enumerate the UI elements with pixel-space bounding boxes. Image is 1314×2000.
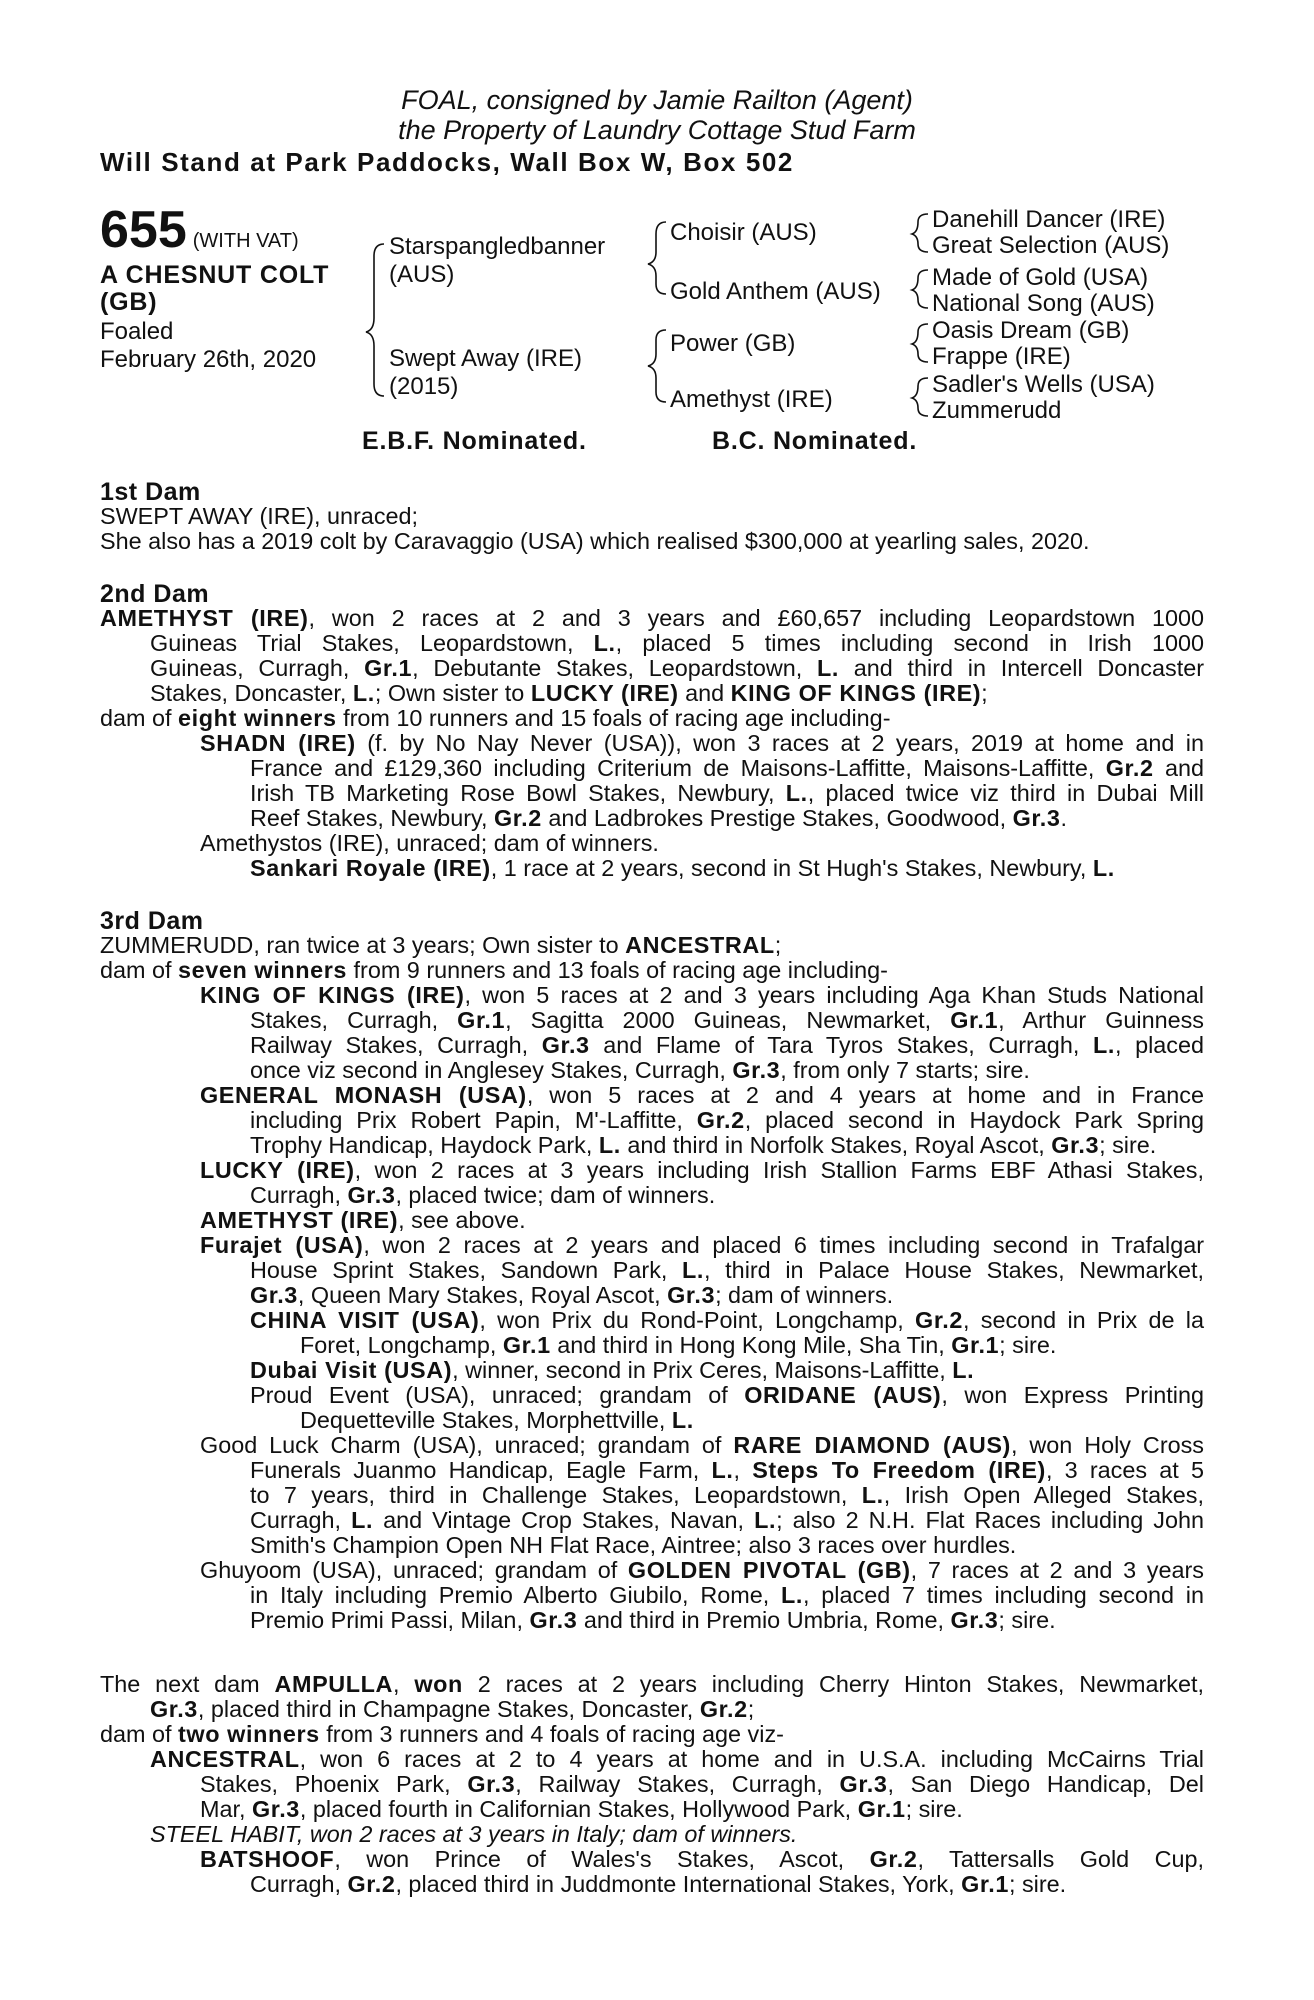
text-line: Guineas, Curragh, Gr.1, Debutante Stakes, Leopardstown, L. and third in Intercell Doncaster xyxy=(150,655,1205,681)
text-line: House Sprint Stakes, Sandown Park, L., third in Palace House Stakes, Newmarket, xyxy=(250,1257,1204,1283)
text-line: Funerals Juanmo Handicap, Eagle Farm, L., Steps To Freedom (IRE), 3 races at 5 xyxy=(250,1457,1204,1483)
ebf-nomination: E.B.F. Nominated. xyxy=(362,427,587,455)
dam-name: Swept Away (IRE) xyxy=(389,345,582,372)
gen3-1: Danehill Dancer (IRE) xyxy=(932,206,1166,233)
text-line: Gr.3, placed third in Champagne Stakes, Doncaster, Gr.2; xyxy=(150,1696,755,1722)
text-line: Stakes, Doncaster, L.; Own sister to LUCKY (IRE) and KING OF KINGS (IRE); xyxy=(150,680,988,706)
vat-note: (WITH VAT) xyxy=(192,230,299,252)
bracket-power xyxy=(912,324,928,362)
text-line: Gr.3, Queen Mary Stakes, Royal Ascot, Gr.3; dam of winners. xyxy=(250,1282,894,1308)
text-line: Furajet (USA), won 2 races at 2 years and placed 6 times including second in Trafalgar xyxy=(200,1232,1205,1258)
text-line: ZUMMERUDD, ran twice at 3 years; Own sister to ANCESTRAL; xyxy=(100,932,782,958)
gen3-6: Frappe (IRE) xyxy=(932,343,1071,370)
text-line: AMETHYST (IRE), won 2 races at 2 and 3 years and £60,657 including Leopardstown 1000 xyxy=(100,605,1205,631)
text-line: LUCKY (IRE), won 2 races at 3 years including Irish Stallion Farms EBF Athasi Stakes, xyxy=(200,1157,1205,1183)
text-line: Reef Stakes, Newbury, Gr.2 and Ladbrokes Prestige Stakes, Goodwood, Gr.3. xyxy=(250,805,1068,831)
sire-name: Starspangledbanner xyxy=(389,233,606,260)
text-line: Ghuyoom (USA), unraced; grandam of GOLDEN PIVOTAL (GB), 7 races at 2 and 3 years xyxy=(200,1557,1204,1583)
second-dam-heading: 2nd Dam xyxy=(100,580,210,608)
text-line: Proud Event (USA), unraced; grandam of ORIDANE (AUS), won Express Printing xyxy=(250,1382,1205,1408)
gen3-2: Great Selection (AUS) xyxy=(932,232,1170,259)
text-line: Foret, Longchamp, Gr.1 and third in Hong Kong Mile, Sha Tin, Gr.1; sire. xyxy=(300,1332,1057,1358)
text-line: including Prix Robert Papin, M'-Laffitte, Gr.2, placed second in Haydock Park Spring xyxy=(250,1107,1204,1133)
gen3-4: National Song (AUS) xyxy=(932,290,1155,317)
foaled-date: February 26th, 2020 xyxy=(100,346,317,373)
text-line: KING OF KINGS (IRE), won 5 races at 2 and 3 years including Aga Khan Studs National xyxy=(200,982,1204,1008)
text-line: in Italy including Premio Alberto Giubilo, Rome, L., placed 7 times including second in xyxy=(250,1582,1204,1608)
text-line: GENERAL MONASH (USA), won 5 races at 2 and 4 years at home and in France xyxy=(200,1082,1204,1108)
text-line: France and £129,360 including Criterium de Maisons-Laffitte, Maisons-Laffitte, Gr.2 and xyxy=(250,755,1204,781)
text-line: Smith's Champion Open NH Flat Race, Aintree; also 3 races over hurdles. xyxy=(250,1532,1017,1558)
dams-sire: Power (GB) xyxy=(670,330,796,357)
text-line: SWEPT AWAY (IRE), unraced; xyxy=(100,503,419,529)
gen3-5: Oasis Dream (GB) xyxy=(932,317,1130,344)
text-line: Sankari Royale (IRE), 1 race at 2 years, second in St Hugh's Stakes, Newbury, L. xyxy=(250,855,1115,881)
stand-location: Will Stand at Park Paddocks, Wall Box W, Box 502 xyxy=(100,147,794,177)
sires-dam: Gold Anthem (AUS) xyxy=(670,278,881,305)
sire-country: (AUS) xyxy=(389,261,455,288)
sires-sire: Choisir (AUS) xyxy=(670,219,817,246)
property-line: the Property of Laundry Cottage Stud Farm xyxy=(398,115,916,145)
bracket-first-generation xyxy=(366,244,384,396)
text-line: Railway Stakes, Curragh, Gr.3 and Flame of Tara Tyros Stakes, Curragh, L., placed xyxy=(250,1032,1204,1058)
text-line: The next dam AMPULLA, won 2 races at 2 years including Cherry Hinton Stakes, Newmarket, xyxy=(100,1671,1205,1697)
text-line: Curragh, Gr.2, placed third in Juddmonte International Stakes, York, Gr.1; sire. xyxy=(250,1871,1067,1897)
text-line: Mar, Gr.3, placed fourth in Californian Stakes, Hollywood Park, Gr.1; sire. xyxy=(200,1796,963,1822)
text-line: BATSHOOF, won Prince of Wales's Stakes, Ascot, Gr.2, Tattersalls Gold Cup, xyxy=(200,1846,1204,1872)
text-line: Good Luck Charm (USA), unraced; grandam of RARE DIAMOND (AUS), won Holy Cross xyxy=(200,1432,1205,1458)
text-line: Dequetteville Stakes, Morphettville, L. xyxy=(300,1407,694,1433)
text-line: Stakes, Phoenix Park, Gr.3, Railway Stakes, Curragh, Gr.3, San Diego Handicap, Del xyxy=(200,1771,1205,1797)
text-line: Irish TB Marketing Rose Bowl Stakes, Newbury, L., placed twice viz third in Dubai Mill xyxy=(250,780,1204,806)
text-line: SHADN (IRE) (f. by No Nay Never (USA)), won 3 races at 2 years, 2019 at home and in xyxy=(200,730,1205,756)
text-line: STEEL HABIT, won 2 races at 3 years in Italy; dam of winners. xyxy=(150,1821,798,1847)
text-line: Amethystos (IRE), unraced; dam of winners. xyxy=(200,830,659,856)
consignor-line: FOAL, consigned by Jamie Railton (Agent) xyxy=(401,85,913,115)
gen3-3: Made of Gold (USA) xyxy=(932,264,1149,291)
text-line: Curragh, Gr.3, placed twice; dam of winners. xyxy=(250,1182,716,1208)
text-line: to 7 years, third in Challenge Stakes, Leopardstown, L., Irish Open Alleged Stakes, xyxy=(250,1482,1204,1508)
text-line: Premio Primi Passi, Milan, Gr.3 and third in Premio Umbria, Rome, Gr.3; sire. xyxy=(250,1607,1056,1633)
bc-nomination: B.C. Nominated. xyxy=(712,427,918,455)
text-line: Trophy Handicap, Haydock Park, L. and third in Norfolk Stakes, Royal Ascot, Gr.3; sire. xyxy=(250,1132,1157,1158)
lot-number: 655 xyxy=(100,201,187,259)
text-line: ANCESTRAL, won 6 races at 2 to 4 years at home and in U.S.A. including McCairns Trial xyxy=(150,1746,1204,1772)
text-line: Dubai Visit (USA), winner, second in Prix Ceres, Maisons-Laffitte, L. xyxy=(250,1357,975,1383)
bracket-dam-line xyxy=(648,330,666,402)
text-line: She also has a 2019 colt by Caravaggio (USA) which realised $300,000 at yearling sales, 2020. xyxy=(100,528,1090,554)
first-dam-heading: 1st Dam xyxy=(100,478,201,506)
bracket-gold-anthem xyxy=(912,270,928,308)
text-line: CHINA VISIT (USA), won Prix du Rond-Point, Longchamp, Gr.2, second in Prix de la xyxy=(250,1307,1204,1333)
lot-description-line-2: (GB) xyxy=(100,288,158,316)
text-line: dam of two winners from 3 runners and 4 foals of racing age viz- xyxy=(100,1721,784,1747)
third-dam-heading: 3rd Dam xyxy=(100,907,204,935)
foaled-label: Foaled xyxy=(100,318,174,345)
dam-year: (2015) xyxy=(389,373,459,400)
text-line: AMETHYST (IRE), see above. xyxy=(200,1207,526,1233)
text-line: Stakes, Curragh, Gr.1, Sagitta 2000 Guineas, Newmarket, Gr.1, Arthur Guinness xyxy=(250,1007,1205,1033)
bracket-amethyst xyxy=(912,378,928,416)
text-line: once viz second in Anglesey Stakes, Curragh, Gr.3, from only 7 starts; sire. xyxy=(250,1057,1030,1083)
gen3-8: Zummerudd xyxy=(932,397,1062,424)
gen3-7: Sadler's Wells (USA) xyxy=(932,371,1155,398)
dams-dam: Amethyst (IRE) xyxy=(670,386,833,413)
text-line: dam of seven winners from 9 runners and 13 foals of racing age including- xyxy=(100,957,888,983)
bracket-sire-line xyxy=(648,222,666,294)
text-line: dam of eight winners from 10 runners and 15 foals of racing age including- xyxy=(100,705,891,731)
text-line: Curragh, L. and Vintage Crop Stakes, Navan, L.; also 2 N.H. Flat Races including John xyxy=(250,1507,1204,1533)
text-line: Guineas Trial Stakes, Leopardstown, L., placed 5 times including second in Irish 1000 xyxy=(150,630,1204,656)
bracket-choisir xyxy=(912,214,928,252)
lot-description-line-1: A CHESNUT COLT xyxy=(100,261,330,289)
